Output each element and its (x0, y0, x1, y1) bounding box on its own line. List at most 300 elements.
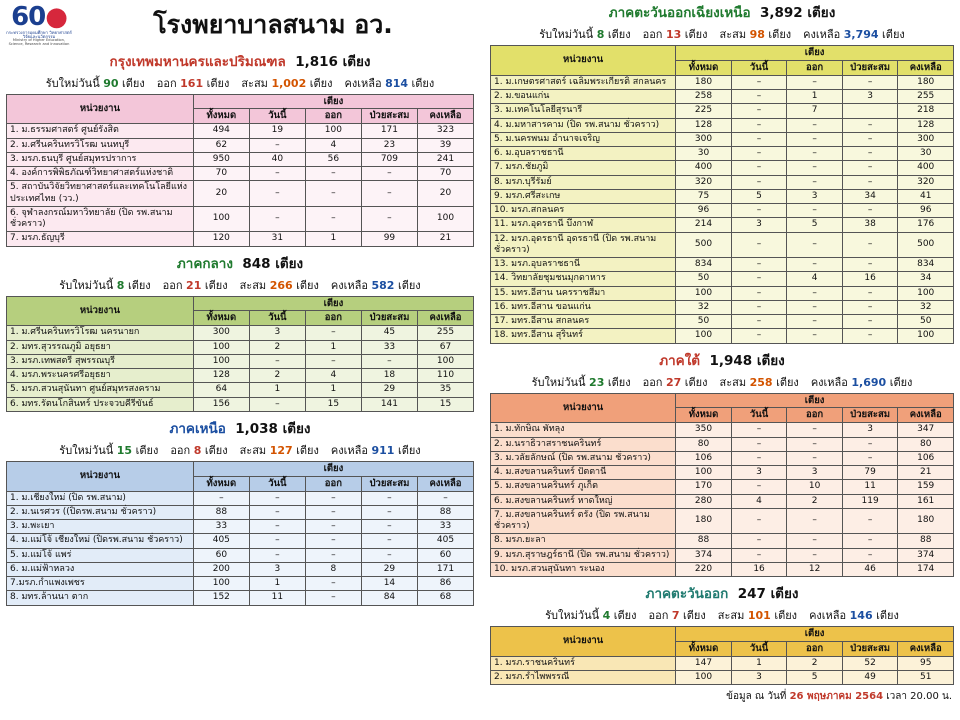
cell-remaining: 96 (898, 204, 954, 218)
table-row (7, 548, 474, 562)
cell-cumulative: 16 (842, 272, 898, 286)
cell-total: 258 (676, 90, 732, 104)
cell-unit: 2. ม.ขอนแก่น (491, 90, 676, 104)
table-row (491, 90, 954, 104)
cell-remaining: 218 (898, 104, 954, 118)
cell-remaining: 159 (898, 480, 954, 494)
cell-unit: 3. ม.พะเยา (7, 520, 194, 534)
cell-cumulative: 141 (361, 397, 417, 411)
cell-cumulative: 38 (842, 218, 898, 232)
logo-subtitle-th: กระทรวงการอุดมศึกษา วิทยาศาสตร์ วิจัยและนวัตกรรม (6, 30, 72, 40)
cell-remaining: 347 (898, 423, 954, 437)
summary-out-unit: เตียง (683, 609, 706, 622)
cell-total: 350 (676, 423, 732, 437)
table-row (7, 562, 474, 576)
cell-unit: 11. มรภ.อุดรธานี บึงกาฬ (491, 218, 676, 232)
cell-remaining: 255 (417, 326, 473, 340)
cell-unit: 6. จุฬาลงกรณ์มหาวิทยาลัย (ปิด รพ.สนามชั่วคราว) (7, 206, 194, 232)
cell-total: 88 (676, 534, 732, 548)
cell-cumulative: – (842, 329, 898, 343)
region-name: กรุงเทพมหานครและปริมณฑล (109, 53, 286, 70)
cell-remaining: 32 (898, 300, 954, 314)
cell-cumulative: 709 (361, 152, 417, 166)
summary-out-label: ออก (156, 76, 177, 90)
cell-unit: 10. มรภ.สวนสุนันทา ระนอง (491, 562, 676, 576)
region-title-north (6, 416, 474, 440)
cell-today: – (249, 491, 305, 505)
region-title-northeast (490, 0, 954, 24)
cell-today: – (731, 90, 787, 104)
summary-new-unit: เตียง (613, 609, 637, 622)
table-row (7, 152, 474, 166)
cell-unit: 9. มรภ.สุราษฎร์ธานี (ปิด รพ.สนาม ชั่วคราว) (491, 548, 676, 562)
table-east (490, 626, 954, 685)
cell-today: 31 (249, 232, 305, 246)
cell-unit: 1. ม.เชียงใหม่ (ปิด รพ.สนาม) (7, 491, 194, 505)
cell-unit: 6. ม.แม่ฟ้าหลวง (7, 562, 194, 576)
summary-out-unit: เตียง (684, 375, 708, 389)
cell-today: – (731, 75, 787, 89)
table-row (7, 520, 474, 534)
col-today: วันนี้ (731, 408, 787, 423)
table-row (491, 548, 954, 562)
cell-cumulative (842, 104, 898, 118)
cell-cumulative: – (361, 505, 417, 519)
region-north (6, 416, 474, 606)
cell-out: – (787, 286, 843, 300)
summary-remain-label: คงเหลือ (803, 28, 841, 41)
table-row (7, 577, 474, 591)
cell-remaining: 95 (898, 656, 954, 670)
cell-total: 88 (193, 505, 249, 519)
cell-total: 33 (193, 520, 249, 534)
cell-remaining: 174 (898, 562, 954, 576)
table-row (491, 656, 954, 670)
cell-unit: 15. มทร.อีสาน นครราชสีมา (491, 286, 676, 300)
cell-total: 100 (676, 466, 732, 480)
page-header (0, 0, 480, 49)
cell-cumulative: – (842, 118, 898, 132)
summary-out-unit: เตียง (204, 443, 228, 457)
cell-cumulative: – (361, 206, 417, 232)
cell-remaining: 67 (417, 340, 473, 354)
cell-today: – (249, 397, 305, 411)
cell-cumulative: – (842, 286, 898, 300)
cell-remaining: 180 (898, 508, 954, 534)
cell-unit: 16. มทร.อีสาน ขอนแก่น (491, 300, 676, 314)
cell-total: 96 (676, 204, 732, 218)
cell-total: 128 (193, 369, 249, 383)
cell-remaining: 21 (898, 466, 954, 480)
table-row (491, 300, 954, 314)
cell-total: 405 (193, 534, 249, 548)
cell-cumulative: 52 (842, 656, 898, 670)
table-row (7, 491, 474, 505)
col-beds-group: เตียง (676, 627, 954, 642)
cell-out: – (787, 118, 843, 132)
summary-new-unit: เตียง (135, 443, 159, 457)
region-northeast (490, 0, 954, 344)
cell-total: 30 (676, 147, 732, 161)
cell-total: 374 (676, 548, 732, 562)
table-row (491, 451, 954, 465)
cell-out: – (787, 534, 843, 548)
cell-total: 180 (676, 508, 732, 534)
summary-cum-value: 1,002 (271, 76, 307, 90)
col-cumulative: ป่วยสะสม (842, 408, 898, 423)
cell-today: – (731, 508, 787, 534)
col-unit: หน่วยงาน (491, 46, 676, 76)
cell-total: 494 (193, 124, 249, 138)
cell-out: 4 (305, 138, 361, 152)
table-row (491, 286, 954, 300)
cell-today: – (731, 534, 787, 548)
summary-out-unit: เตียง (684, 28, 708, 41)
cell-unit: 17. มทร.อีสาน สกลนคร (491, 315, 676, 329)
summary-cum-label: สะสม (241, 76, 268, 90)
cell-total: 100 (676, 671, 732, 685)
cell-out: 10 (787, 480, 843, 494)
cell-out: – (787, 437, 843, 451)
cell-today: – (249, 138, 305, 152)
cell-today: – (731, 104, 787, 118)
region-title-east (490, 581, 954, 605)
cell-out: 5 (787, 671, 843, 685)
cell-today: 4 (731, 494, 787, 508)
cell-cumulative: – (842, 147, 898, 161)
summary-remain-unit: เตียง (876, 609, 899, 622)
cell-unit: 6. มทร.รัตนโกสินทร์ ประจวบคีรีขันธ์ (7, 397, 194, 411)
cell-unit: 2. ม.นเรศวร ((ปิดรพ.สนาม ชั่วคราว) (7, 505, 194, 519)
col-total: ทั้งหมด (193, 311, 249, 326)
cell-cumulative: – (842, 204, 898, 218)
cell-unit: 8. มทร.ล้านนา ตาก (7, 591, 194, 605)
cell-total: 100 (193, 206, 249, 232)
cell-out: – (787, 423, 843, 437)
table-row (491, 562, 954, 576)
cell-out: 5 (787, 218, 843, 232)
cell-remaining: 100 (898, 329, 954, 343)
region-bed-count: 1,038 เตียง (235, 420, 311, 437)
cell-remaining: 41 (898, 189, 954, 203)
cell-unit: 8. มรภ.บุรีรัมย์ (491, 175, 676, 189)
cell-remaining: 60 (417, 548, 473, 562)
summary-remain-label: คงเหลือ (809, 609, 847, 622)
table-row (491, 132, 954, 146)
cell-remaining: 88 (417, 505, 473, 519)
cell-today: 3 (249, 562, 305, 576)
cell-total: 300 (193, 326, 249, 340)
cell-today: – (731, 423, 787, 437)
cell-out: 3 (787, 466, 843, 480)
cell-remaining: 21 (417, 232, 473, 246)
cell-out: – (305, 520, 361, 534)
table-row (7, 181, 474, 207)
cell-today: – (249, 520, 305, 534)
cell-remaining: 255 (898, 90, 954, 104)
cell-today: 3 (731, 218, 787, 232)
cell-cumulative: – (361, 167, 417, 181)
cell-remaining: 834 (898, 258, 954, 272)
cell-total: 147 (676, 656, 732, 670)
cell-out: – (305, 577, 361, 591)
cell-total: – (193, 491, 249, 505)
table-row (491, 218, 954, 232)
cell-today: – (731, 451, 787, 465)
col-remaining: คงเหลือ (417, 476, 473, 491)
summary-cum-value: 101 (747, 609, 771, 622)
cell-out: – (305, 181, 361, 207)
region-summary-northeast (490, 24, 954, 45)
summary-out-unit: เตียง (204, 278, 228, 292)
table-row (491, 272, 954, 286)
left-region-container (0, 49, 480, 606)
cell-out: – (787, 147, 843, 161)
cell-out: 1 (305, 340, 361, 354)
cell-remaining: 500 (898, 232, 954, 258)
cell-today: – (731, 132, 787, 146)
table-row (7, 505, 474, 519)
cell-cumulative: 46 (842, 562, 898, 576)
cell-total: 32 (676, 300, 732, 314)
cell-out: – (787, 175, 843, 189)
cell-cumulative: – (842, 175, 898, 189)
col-out: ออก (787, 60, 843, 75)
cell-total: 50 (676, 315, 732, 329)
cell-today: – (731, 232, 787, 258)
cell-out: – (787, 300, 843, 314)
summary-new-value: 8 (596, 28, 605, 41)
cell-unit: 3. มรภ.เทพสตรี สุพรรณบุรี (7, 354, 194, 368)
cell-total: 60 (193, 548, 249, 562)
summary-cum-unit: เตียง (309, 76, 333, 90)
cell-remaining: 161 (898, 494, 954, 508)
region-bed-count: 848 เตียง (242, 255, 304, 272)
cell-unit: 1. ม.ทักษิณ พัทลุง (491, 423, 676, 437)
summary-new-value: 15 (116, 443, 133, 457)
cell-cumulative: – (842, 75, 898, 89)
cell-today: 19 (249, 124, 305, 138)
cell-out: – (787, 451, 843, 465)
col-cumulative: ป่วยสะสม (361, 109, 417, 124)
cell-today: 1 (249, 577, 305, 591)
cell-out: – (305, 534, 361, 548)
region-summary-bkk (6, 73, 474, 94)
cell-remaining: 320 (898, 175, 954, 189)
cell-remaining: 323 (417, 124, 473, 138)
cell-out: 4 (787, 272, 843, 286)
summary-remain-value: 1,690 (851, 375, 887, 389)
cell-today: – (731, 286, 787, 300)
col-beds-group: เตียง (193, 461, 473, 476)
col-total: ทั้งหมด (676, 408, 732, 423)
region-bed-count: 3,892 เตียง (760, 5, 836, 21)
cell-today: – (249, 167, 305, 181)
logo-mark-icon (6, 4, 72, 30)
region-central (6, 251, 474, 412)
summary-remain-label: คงเหลือ (344, 76, 382, 90)
cell-cumulative: 34 (842, 189, 898, 203)
summary-remain-value: 3,794 (843, 28, 879, 41)
summary-cum-label: สะสม (717, 609, 745, 622)
cell-remaining: 171 (417, 562, 473, 576)
cell-cumulative: 11 (842, 480, 898, 494)
table-row (491, 175, 954, 189)
cell-today: 40 (249, 152, 305, 166)
cell-unit: 14. วิทยาลัยชุมชนมุกดาหาร (491, 272, 676, 286)
table-row (7, 534, 474, 548)
cell-today: – (249, 534, 305, 548)
cell-cumulative: – (842, 132, 898, 146)
summary-new-value: 4 (602, 609, 611, 622)
cell-today: – (249, 181, 305, 207)
cell-today: 3 (731, 671, 787, 685)
col-unit: หน่วยงาน (491, 627, 676, 657)
cell-remaining: 30 (898, 147, 954, 161)
cell-total: 70 (193, 167, 249, 181)
cell-total: 200 (193, 562, 249, 576)
col-remaining: คงเหลือ (898, 60, 954, 75)
right-region-container (484, 0, 960, 685)
cell-today: 2 (249, 369, 305, 383)
table-row (491, 75, 954, 89)
cell-cumulative: 79 (842, 466, 898, 480)
table-row (491, 671, 954, 685)
cell-remaining: 400 (898, 161, 954, 175)
summary-new-label: รับใหม่วันนี้ (531, 375, 586, 389)
region-east (490, 581, 954, 685)
summary-cum-unit: เตียง (296, 443, 319, 457)
col-today: วันนี้ (249, 109, 305, 124)
cell-out: – (787, 315, 843, 329)
summary-out-value: 161 (180, 76, 204, 90)
cell-total: 152 (193, 591, 249, 605)
col-beds-group: เตียง (193, 94, 473, 109)
table-row (491, 437, 954, 451)
table-row (7, 232, 474, 246)
cell-unit: 10. มรภ.สกลนคร (491, 204, 676, 218)
summary-cum-value: 127 (269, 443, 293, 457)
cell-unit: 3. ม.วลัยลักษณ์ (ปิด รพ.สนาม ชั่วคราว) (491, 451, 676, 465)
summary-out-value: 27 (665, 375, 682, 389)
cell-today: – (731, 548, 787, 562)
cell-cumulative: – (361, 520, 417, 534)
table-northeast (490, 45, 954, 344)
col-today: วันนี้ (249, 311, 305, 326)
table-central (6, 296, 474, 412)
cell-remaining: 34 (898, 272, 954, 286)
cell-cumulative: – (842, 161, 898, 175)
table-row (7, 591, 474, 605)
cell-today: – (731, 437, 787, 451)
cell-total: 500 (676, 232, 732, 258)
cell-unit: 12. มรภ.อุดรธานี อุดรธานี (ปิด รพ.สนาม ชั่วคราว) (491, 232, 676, 258)
cell-total: 100 (193, 577, 249, 591)
cell-total: 400 (676, 161, 732, 175)
table-row (491, 232, 954, 258)
timestamp-suffix: เวลา 20.00 น. (886, 691, 952, 703)
cell-remaining: 100 (417, 206, 473, 232)
col-cumulative: ป่วยสะสม (842, 60, 898, 75)
col-beds-group: เตียง (676, 393, 954, 408)
summary-new-unit: เตียง (127, 278, 151, 292)
region-summary-east (490, 605, 954, 626)
cell-total: 156 (193, 397, 249, 411)
region-title-bkk (6, 49, 474, 73)
cell-out: – (787, 204, 843, 218)
cell-out: – (305, 206, 361, 232)
summary-cum-unit: เตียง (296, 278, 319, 292)
cell-total: 120 (193, 232, 249, 246)
cell-today: – (731, 300, 787, 314)
cell-remaining: 20 (417, 181, 473, 207)
cell-out: 15 (305, 397, 361, 411)
col-out: ออก (305, 311, 361, 326)
cell-total: 320 (676, 175, 732, 189)
cell-today: – (249, 505, 305, 519)
summary-out-label: ออก (642, 28, 663, 41)
cell-unit: 3. มรภ.ธนบุรี ศูนย์สมุทรปราการ (7, 152, 194, 166)
cell-out: 12 (787, 562, 843, 576)
cell-remaining: 33 (417, 520, 473, 534)
logo-mark-text: 60 (11, 2, 46, 32)
cell-remaining: 100 (417, 354, 473, 368)
cell-cumulative: – (842, 300, 898, 314)
cell-today: – (731, 175, 787, 189)
col-unit: หน่วยงาน (491, 393, 676, 423)
cell-out: – (787, 508, 843, 534)
col-remaining: คงเหลือ (898, 408, 954, 423)
summary-new-value: 23 (589, 375, 605, 389)
cell-unit: 4. ม.มหาสารคาม (ปิด รพ.สนาม ชั่วคราว) (491, 118, 676, 132)
region-name: ภาคตะวันออก (645, 586, 729, 602)
cell-cumulative: 45 (361, 326, 417, 340)
col-total: ทั้งหมด (676, 641, 732, 656)
cell-out: 56 (305, 152, 361, 166)
cell-out: 2 (787, 494, 843, 508)
table-row (491, 534, 954, 548)
cell-unit: 5. ม.นครพนม อำนาจเจริญ (491, 132, 676, 146)
cell-unit: 6. ม.สงขลานครินทร์ หาดใหญ่ (491, 494, 676, 508)
cell-today: – (731, 480, 787, 494)
cell-cumulative: 119 (842, 494, 898, 508)
cell-today: – (731, 272, 787, 286)
summary-new-label: รับใหม่วันนี้ (59, 443, 114, 457)
cell-unit: 7. มรภ.ชัยภูมิ (491, 161, 676, 175)
summary-cum-value: 258 (749, 375, 773, 389)
summary-cum-value: 98 (749, 28, 765, 41)
cell-total: 80 (676, 437, 732, 451)
cell-out: 2 (787, 656, 843, 670)
cell-cumulative: 29 (361, 562, 417, 576)
cell-out: 8 (305, 562, 361, 576)
col-cumulative: ป่วยสะสม (361, 311, 417, 326)
cell-total: 834 (676, 258, 732, 272)
table-row (491, 161, 954, 175)
cell-cumulative: – (842, 315, 898, 329)
cell-unit: 2. มรภ.รำไพพรรณี (491, 671, 676, 685)
cell-today: 5 (731, 189, 787, 203)
data-timestamp (484, 689, 952, 704)
table-bkk (6, 94, 474, 247)
summary-new-label: รับใหม่วันนี้ (45, 76, 100, 90)
summary-cum-value: 266 (269, 278, 293, 292)
cell-total: 100 (193, 340, 249, 354)
col-today: วันนี้ (731, 60, 787, 75)
cell-cumulative: 99 (361, 232, 417, 246)
cell-remaining: 39 (417, 138, 473, 152)
cell-out: 7 (787, 104, 843, 118)
